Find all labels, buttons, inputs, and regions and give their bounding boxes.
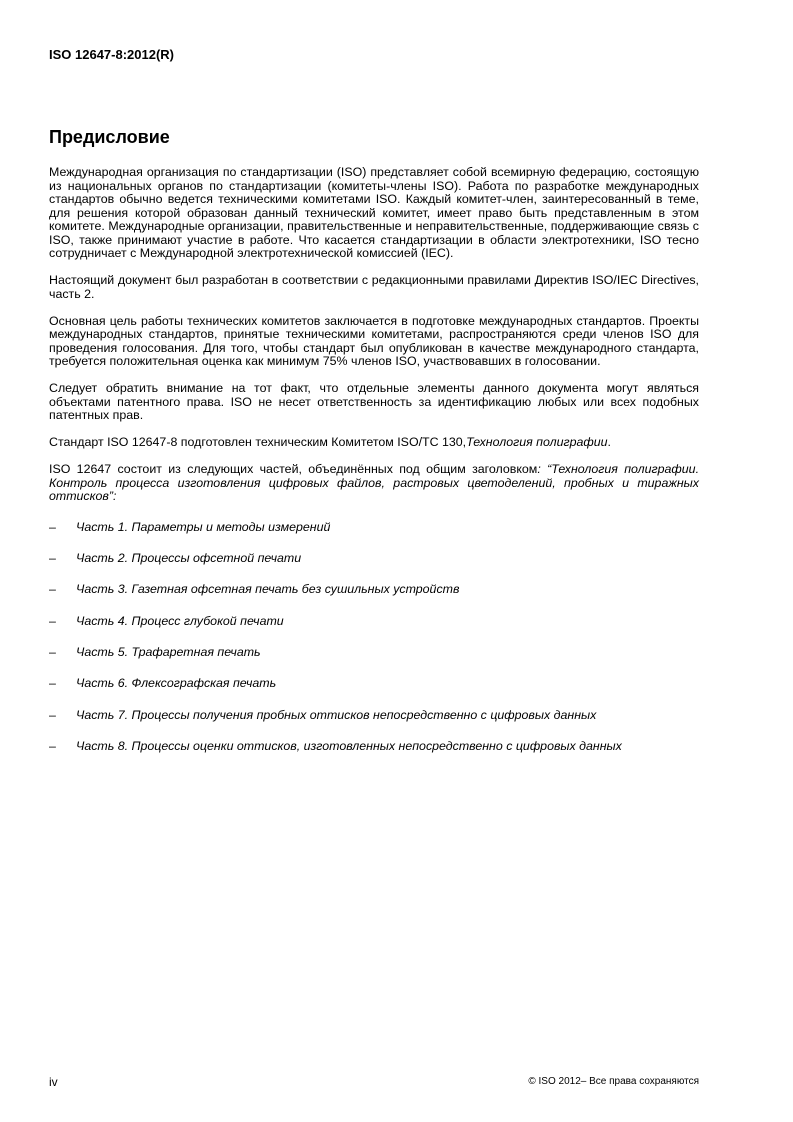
paragraph-iso-intro: Международная организация по стандартизации (ISO) представляет собой всемирную федерацию, состоящую из национальных органов по стандартизации (комитеты-члены ISO). Работа по разработке международных стандартов обычно ведется техническими комитетами ISO. Каждый комитет-член, заинтересованный в теме, для решения которой образован данный технический комитет, имеет право быть представленным в этом комитете. Международные организации, правительственные и неправительственные, поддерживающие связь с ISO, также принимают участие в работе. Что касается стандартизации в области электротехники, ISO тесно сотрудничает с Международной электротехнической комиссией (IEC). [49,165,699,260]
part-title: Часть 6. Флексографская печать [76,676,277,691]
part-title: Часть 5. Трафаретная печать [76,645,261,660]
list-item [49,615,699,646]
part-title: Часть 3. Газетная офсетная печать без сушильных устройств [76,582,460,597]
part-title: Часть 1. Параметры и методы измерений [76,519,331,534]
list-item [49,521,699,552]
paragraph-prepared-by [49,436,699,450]
list-dash: – [49,707,56,722]
list-dash: – [49,582,56,597]
list-item [49,709,699,740]
prepared-by-text: Стандарт ISO 12647-8 подготовлен техническим Комитетом ISO/TC 130, [49,435,467,449]
list-item [49,740,699,771]
paragraph-directives: Настоящий документ был разработан в соответствии с редакционными правилами Директив ISO/IEC Directives, часть 2. [49,273,699,301]
part-title: Часть 4. Процесс глубокой печати [76,613,284,628]
paragraph-committees: Основная цель работы технических комитетов заключается в подготовке международных стандартов. Проекты международных стандартов, принятые техническими комитетами, распространяются среди членов ISO для проведения голосования. Для того, чтобы стандарт был опубликован в качестве международного стандарта, требуется положительная оценка как минимум 75% членов ISO, участвовавших в голосовании. [49,313,699,368]
page-number: iv [49,1075,58,1089]
parts-intro-text: ISO 12647 состоит из следующих частей, объединённых под общим заголовком [49,462,538,476]
part-title: Часть 8. Процессы оценки оттисков, изготовленных непосредственно с цифровых данных [76,739,622,754]
committee-name: Технология полиграфии [466,435,608,449]
list-item [49,552,699,583]
general-title: : “Технология полиграфии. Контроль процесса изготовления цифровых файлов, растровых цветоделений, пробных и тиражных оттисков”: [49,462,700,503]
part-title: Часть 7. Процессы получения пробных оттисков непосредственно с цифровых данных [76,707,597,722]
prepared-by-end: . [607,435,611,449]
list-item [49,583,699,614]
parts-list [49,521,699,772]
list-dash: – [49,613,56,628]
list-dash: – [49,550,56,565]
list-item [49,646,699,677]
paragraph-parts-intro [49,463,699,504]
foreword-body [49,166,699,772]
list-item [49,677,699,708]
part-title: Часть 2. Процессы офсетной печати [76,550,302,565]
page-title: Предисловие [49,127,170,147]
list-dash: – [49,676,56,691]
copyright-notice: © ISO 2012– Все права сохраняются [528,1076,699,1087]
list-dash: – [49,519,56,534]
list-dash: – [49,739,56,754]
list-dash: – [49,645,56,660]
document-id: ISO 12647-8:2012(R) [49,47,175,62]
paragraph-patents: Следует обратить внимание на тот факт, что отдельные элементы данного документа могут являться объектами патентного права. ISO не несет ответственность за идентификацию любых или всех подобных патентных прав. [49,381,699,422]
